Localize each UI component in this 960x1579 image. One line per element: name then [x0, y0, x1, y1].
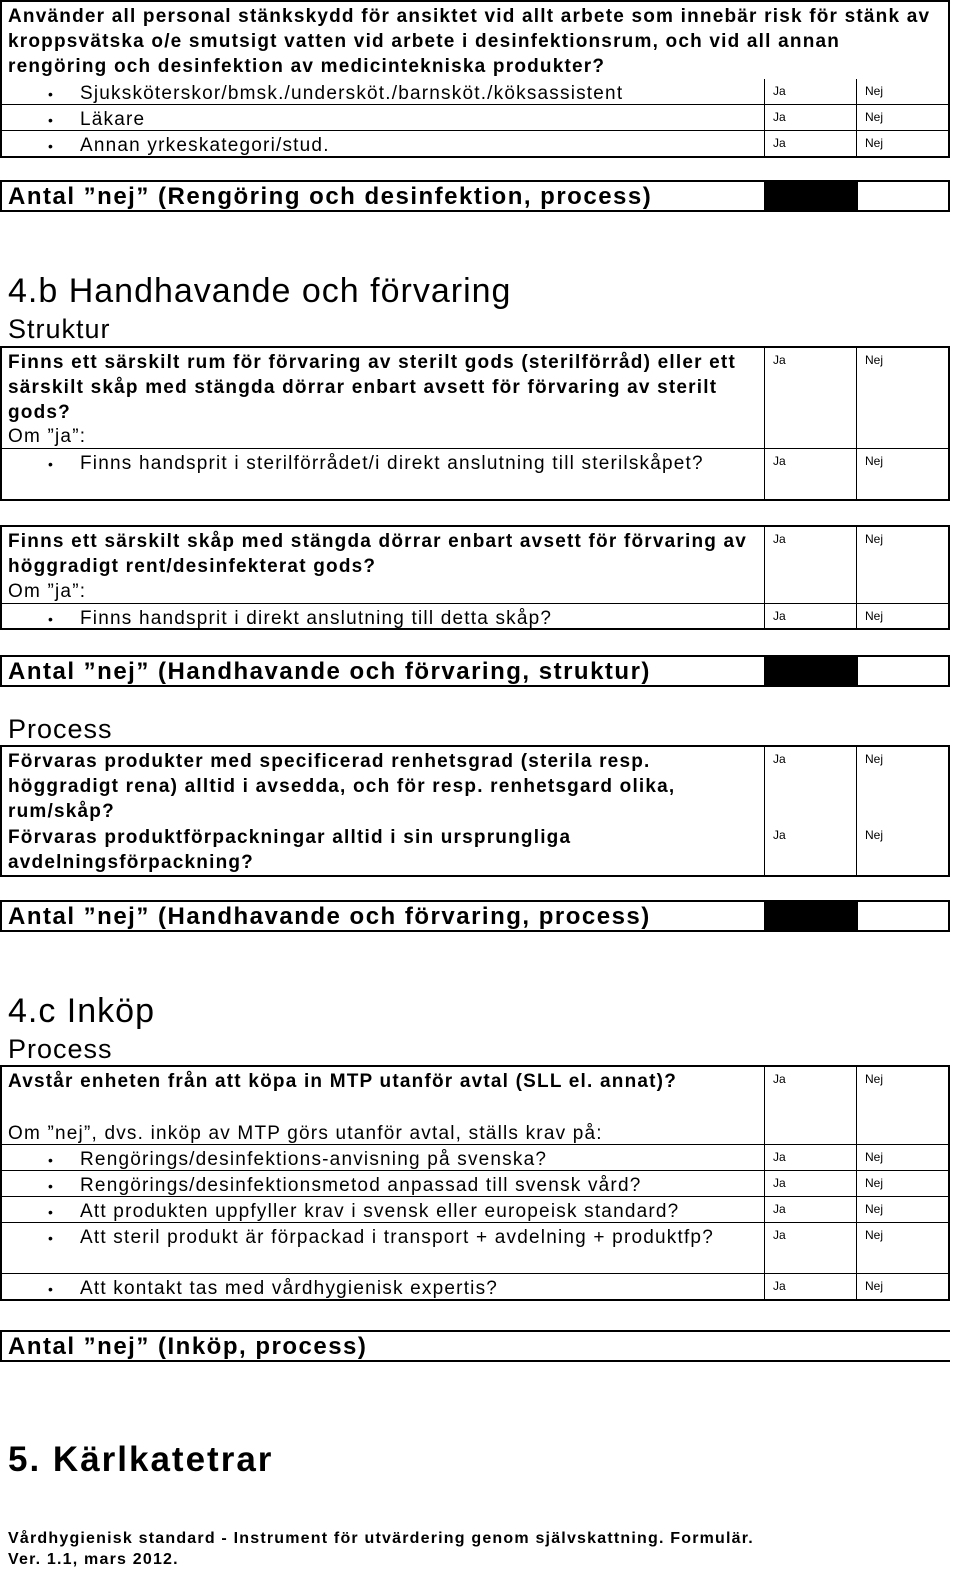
count-row: [0, 655, 950, 687]
subheading-struktur: Struktur: [8, 314, 111, 344]
footer-line: Vårdhygienisk standard - Instrument för utvärdering genom självskattning. Formulär.: [8, 1530, 754, 1547]
item-text: Sjuksköterskor/bmsk./undersköt./barnsköt./köksassistent: [80, 83, 624, 104]
nej-option[interactable]: Nej: [865, 1176, 884, 1190]
om-nej-label: Om ”nej”, dvs. inköp av MTP görs utanför avtal, ställs krav på:: [8, 1123, 603, 1144]
subheading-process: Process: [8, 714, 113, 744]
table-row: [2, 448, 948, 499]
table-row: [2, 104, 948, 130]
nej-option[interactable]: Nej: [865, 136, 884, 150]
high-grade-storage-table: [0, 525, 950, 630]
bullet: •: [48, 86, 53, 102]
count-input[interactable]: [858, 182, 948, 210]
nej-option[interactable]: Nej: [865, 1228, 884, 1242]
item-text: Att produkten uppfyller krav i svensk eller europeisk standard?: [80, 1201, 680, 1222]
nej-option[interactable]: Nej: [865, 353, 884, 367]
ja-option[interactable]: Ja: [765, 527, 857, 577]
count-black-cell: [765, 182, 858, 210]
section-heading: 4.c Inköp: [8, 992, 155, 1030]
nej-option[interactable]: Nej: [865, 532, 884, 546]
item-text: Att steril produkt är förpackad i transport + avdelning + produktfp?: [80, 1227, 714, 1248]
ja-option[interactable]: Ja: [765, 348, 857, 422]
table-row: [2, 348, 948, 422]
footer-line: Ver. 1.1, mars 2012.: [8, 1551, 179, 1568]
bullet: •: [48, 1204, 53, 1220]
table-row: [2, 823, 948, 875]
subheading-process: Process: [8, 1034, 113, 1064]
item-text: Att kontakt tas med vårdhygienisk expertis?: [80, 1278, 499, 1299]
bullet: •: [48, 1178, 53, 1194]
nej-option[interactable]: Nej: [865, 1150, 884, 1164]
count-input[interactable]: [858, 657, 948, 685]
ja-option[interactable]: Ja: [765, 604, 857, 628]
item-text: Annan yrkeskategori/stud.: [80, 135, 330, 156]
storage-structure-table: [0, 346, 950, 501]
item-text: Rengörings/desinfektions-anvisning på svenska?: [80, 1149, 548, 1170]
ja-option[interactable]: Ja: [765, 1223, 857, 1273]
bullet: •: [48, 138, 53, 154]
item-text: Rengörings/desinfektionsmetod anpassad till svensk vård?: [80, 1175, 642, 1196]
table-row: [2, 603, 948, 628]
table-row: [2, 130, 948, 156]
ja-option[interactable]: Ja: [765, 1171, 857, 1196]
count-row: [0, 180, 950, 212]
purchase-table: [0, 1065, 950, 1301]
bullet: •: [48, 1230, 53, 1246]
table-row: [2, 1067, 948, 1119]
bullet: •: [48, 112, 53, 128]
ja-option[interactable]: Ja: [765, 823, 857, 875]
question-text: Avstår enheten från att köpa in MTP utanför avtal (SLL el. annat)?: [8, 1071, 677, 1092]
question-text: Finns ett särskilt rum för förvaring av sterilt gods (sterilförråd) eller ett särskilt skåp med stängda dörrar enbart avsett för förvaring av sterilt gods?: [8, 352, 736, 423]
page-footer: [8, 1528, 754, 1570]
table-row: [2, 422, 948, 448]
count-black-cell: [765, 902, 858, 930]
section-heading: 5. Kärlkatetrar: [8, 1440, 274, 1479]
nej-option[interactable]: Nej: [865, 454, 884, 468]
splash-protection-table: [0, 0, 950, 158]
ja-option[interactable]: Ja: [765, 105, 857, 130]
table-row: [2, 1222, 948, 1273]
storage-process-table: [0, 745, 950, 877]
bullet: •: [48, 1152, 53, 1168]
ja-option[interactable]: Ja: [765, 1145, 857, 1170]
question-text: Förvaras produktförpackningar alltid i sin ursprungliga avdelningsförpackning?: [8, 827, 572, 873]
nej-option[interactable]: Nej: [865, 609, 884, 623]
table-row: [2, 747, 948, 823]
question-text: Använder all personal stänkskydd för ansiktet vid allt arbete som innebär risk för stänk av kroppsvätska o/e smutsigt vatten vid arbete i desinfektionsrum, och vid all annan rengöring och desinfektion av medicintekniska produkter?: [8, 6, 931, 77]
bullet: •: [48, 456, 53, 472]
ja-option[interactable]: Ja: [765, 1274, 857, 1299]
table-row: [2, 577, 948, 603]
count-black-cell: [765, 657, 858, 685]
table-row: [2, 2, 948, 79]
count-label: Antal ”nej” (Handhavande och förvaring, struktur): [2, 657, 765, 685]
ja-option[interactable]: Ja: [765, 131, 857, 156]
nej-option[interactable]: Nej: [865, 1072, 884, 1086]
table-row: [2, 527, 948, 577]
count-label: Antal ”nej” (Rengöring och desinfektion, process): [2, 182, 765, 210]
count-row: [0, 900, 950, 932]
ja-option[interactable]: Ja: [765, 79, 857, 104]
count-row: [0, 1330, 950, 1362]
table-row: [2, 1196, 948, 1222]
table-row: [2, 1170, 948, 1196]
bullet: •: [48, 1281, 53, 1297]
nej-option[interactable]: Nej: [865, 828, 884, 842]
section-heading: 4.b Handhavande och förvaring: [8, 272, 512, 310]
nej-option[interactable]: Nej: [865, 84, 884, 98]
nej-option[interactable]: Nej: [865, 1279, 884, 1293]
ja-option[interactable]: Ja: [765, 449, 857, 499]
count-label: Antal ”nej” (Handhavande och förvaring, process): [2, 902, 765, 930]
nej-option[interactable]: Nej: [865, 110, 884, 124]
count-input[interactable]: [858, 902, 948, 930]
nej-option[interactable]: Nej: [865, 752, 884, 766]
nej-option[interactable]: Nej: [865, 1202, 884, 1216]
ja-option[interactable]: Ja: [765, 1197, 857, 1222]
question-text: Finns ett särskilt skåp med stängda dörrar enbart avsett för förvaring av höggradigt rent/desinfekterat gods?: [8, 531, 748, 577]
om-ja-label: Om ”ja”:: [8, 581, 87, 602]
table-row: [2, 79, 948, 104]
om-ja-label: Om ”ja”:: [8, 426, 87, 447]
item-text: Läkare: [80, 109, 146, 130]
bullet: •: [48, 611, 53, 627]
table-row: [2, 1144, 948, 1170]
ja-option[interactable]: Ja: [765, 1067, 857, 1119]
ja-option[interactable]: Ja: [765, 747, 857, 823]
table-row: [2, 1119, 948, 1144]
count-label: Antal ”nej” (Inköp, process): [8, 1333, 368, 1360]
item-text: Finns handsprit i direkt anslutning till detta skåp?: [80, 608, 553, 629]
item-text: Finns handsprit i sterilförrådet/i direkt anslutning till sterilskåpet?: [80, 453, 704, 474]
question-text: Förvaras produkter med specificerad renhetsgrad (sterila resp. höggradigt rena) alltid i avsedda, och för resp. renhetsgard olika, rum/skåp?: [8, 751, 676, 822]
table-row: [2, 1273, 948, 1299]
